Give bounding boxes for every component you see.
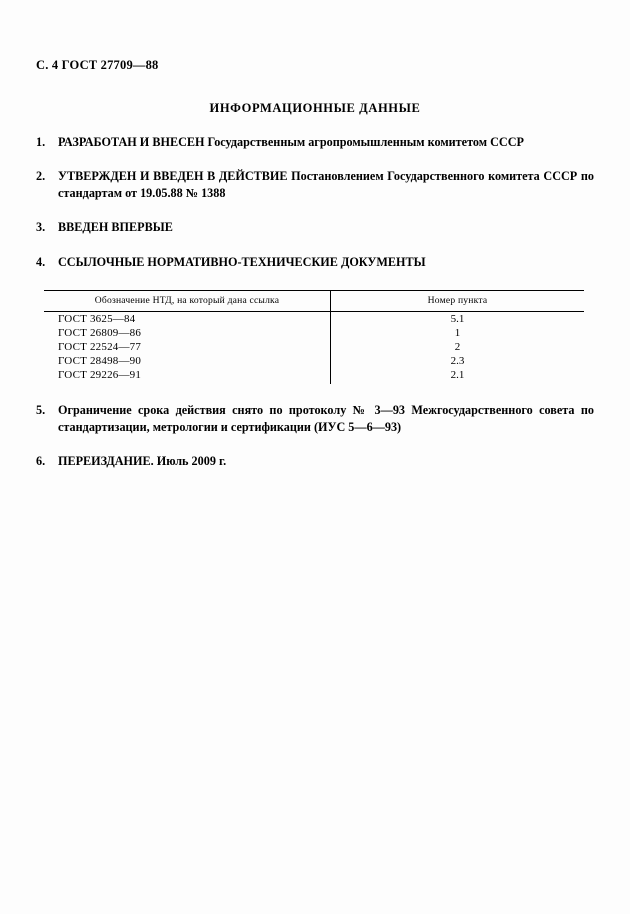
cell-document: ГОСТ 3625—84 — [44, 312, 331, 327]
cell-clause: 1 — [454, 327, 461, 340]
cell-clause: 5.1 — [450, 313, 465, 326]
table-header-document: Обозначение НТД, на который дана ссылка — [44, 291, 331, 312]
list-item — [36, 254, 594, 270]
table-row — [44, 354, 584, 368]
cell-clause: 2.1 — [450, 369, 465, 382]
item-number: 4. — [36, 254, 46, 269]
table-header-clause: Номер пункта — [331, 291, 585, 312]
item-text: ССЫЛОЧНЫЕ НОРМАТИВНО-ТЕХНИЧЕСКИЕ ДОКУМЕНТЫ — [58, 254, 426, 269]
cell-document: ГОСТ 29226—91 — [44, 368, 331, 384]
reference-documents-table — [44, 290, 584, 384]
page-header: С. 4 ГОСТ 27709—88 — [36, 58, 159, 72]
item-number: 6. — [36, 454, 46, 469]
table-row — [44, 340, 584, 354]
item-number: 3. — [36, 220, 46, 235]
cell-document: ГОСТ 22524—77 — [44, 340, 331, 354]
page-content — [36, 0, 594, 470]
item-text: РАЗРАБОТАН И ВНЕСЕН Государственным агропромышленным комитетом СССР — [58, 135, 524, 149]
list-item — [36, 219, 594, 235]
item-number: 5. — [36, 403, 46, 418]
list-item — [36, 402, 594, 435]
table-row — [44, 326, 584, 340]
cell-clause: 2.3 — [450, 355, 465, 368]
cell-document: ГОСТ 28498—90 — [44, 354, 331, 368]
cell-clause: 2 — [454, 341, 461, 354]
item-text: Ограничение срока действия снято по протоколу № 3—93 Межгосударственного совета по стандартизации, метрологии и сертификации (ИУС 5—6—93) — [58, 403, 594, 434]
item-text: УТВЕРЖДЕН И ВВЕДЕН В ДЕЙСТВИЕ Постановлением Государственного комитета СССР по стандартам от 19.05.88 № 1388 — [58, 169, 594, 200]
table-row — [44, 368, 584, 384]
item-text: ПЕРЕИЗДАНИЕ. Июль 2009 г. — [58, 454, 227, 469]
table-row — [44, 312, 584, 327]
item-text: ВВЕДЕН ВПЕРВЫЕ — [58, 220, 173, 235]
item-number: 2. — [36, 169, 46, 184]
list-item — [36, 453, 594, 469]
page-title: ИНФОРМАЦИОННЫЕ ДАННЫЕ — [209, 101, 421, 115]
list-item — [36, 134, 594, 150]
cell-document: ГОСТ 26809—86 — [44, 326, 331, 340]
item-number: 1. — [36, 135, 46, 149]
list-item — [36, 168, 594, 201]
